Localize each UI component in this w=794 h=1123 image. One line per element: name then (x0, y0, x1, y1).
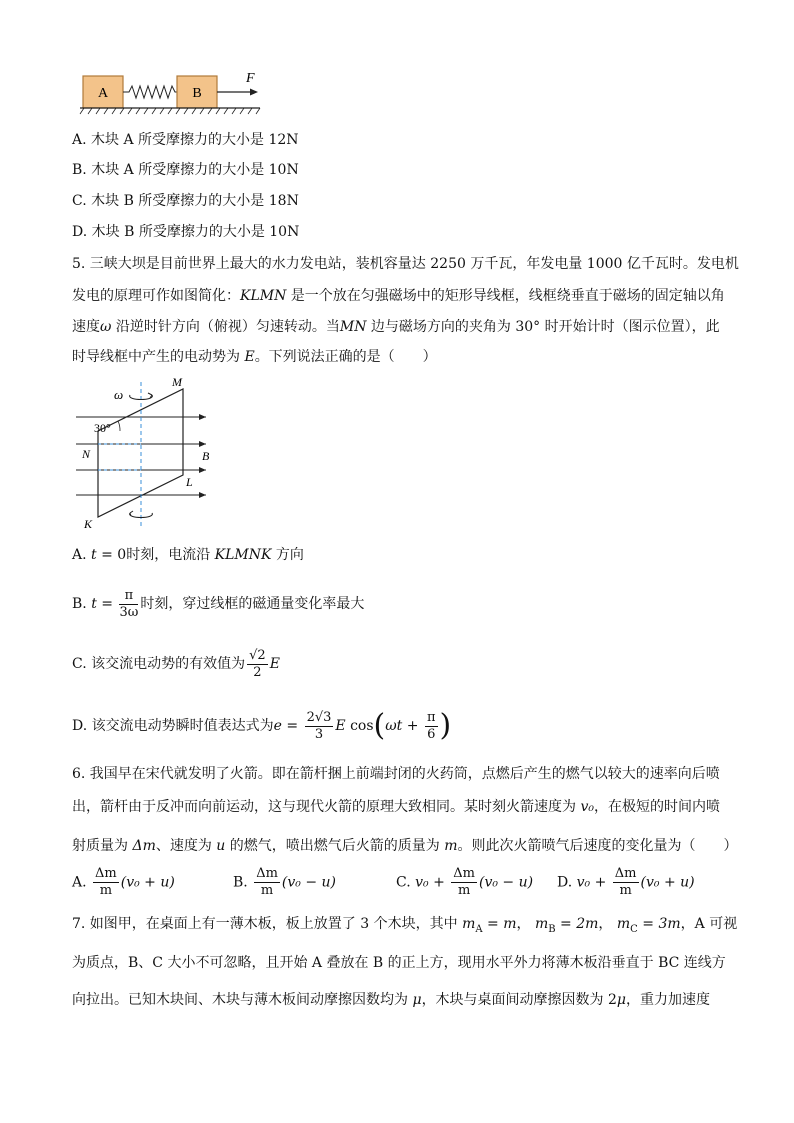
q5-option-a-path: KLMNK (214, 547, 272, 563)
q5-option-b-num: π (119, 588, 138, 605)
q7-mb-val: = 2m (555, 916, 599, 932)
q5-line-2 (72, 286, 725, 306)
q6-line-2-a: 出，箭杆由于反冲而向前运动，这与现代火箭的原理大致相同。某时刻火箭速度为 (72, 799, 581, 815)
q5-option-c (72, 646, 280, 682)
coil-figure (70, 374, 220, 532)
label-m: M (172, 375, 182, 389)
q6-option-b-fraction (254, 866, 280, 899)
q5-option-d-rparen: ) (439, 708, 452, 743)
q6-option-d-label: D. (557, 874, 573, 891)
q6-option-b (233, 866, 336, 899)
q7-line-3 (72, 990, 710, 1010)
q5-option-d-phase-num: π (426, 709, 436, 725)
q6-line-2-b: ，在极短的时间内喷 (593, 799, 720, 815)
label-b: B (202, 449, 210, 463)
q5-option-b (72, 586, 364, 622)
q5-option-d-den: 3 (314, 726, 324, 742)
q5-line-1: 5. 三峡大坝是目前世界上最大的水力发电站，装机容量达 2250 万千瓦，年发电量 1000 亿千瓦时。发电机 (72, 256, 739, 272)
q5-option-b-den: 3ω (119, 604, 139, 620)
q6-line-3-a: 射质量为 (72, 838, 133, 854)
q5-option-a-label: A. (72, 547, 92, 563)
q6-line-3 (72, 836, 738, 856)
rotation-arrow-bottom-head (130, 511, 133, 516)
q7-mu-2: μ (616, 992, 627, 1008)
label-n: N (82, 447, 91, 461)
block-b-label: B (192, 86, 202, 101)
q6-dm: Δm (132, 838, 156, 854)
q5-klmn: KLMN (240, 288, 287, 304)
q6-option-a-fraction (93, 866, 119, 899)
q6-line-3-b: 、速度为 (155, 838, 217, 854)
q4-option-d: D. 木块 B 所受摩擦力的大小是 10N (72, 224, 300, 240)
force-arrow-head (250, 89, 258, 96)
q5-mn: MN (339, 319, 367, 335)
q5-line-2-b: 是一个放在匀强磁场中的矩形导线框，线框绕垂直于磁场的固定轴以角 (286, 288, 725, 304)
q5-line-2-a: 发电的原理可作如图简化： (72, 288, 240, 304)
q5-option-b-label: B. (72, 596, 92, 612)
q6-option-c-fraction (451, 866, 477, 899)
q5-option-c-num: √2 (249, 647, 266, 663)
block-a-label: A (97, 86, 109, 101)
q6-option-b-label: B. (233, 874, 248, 891)
q7-line-1-b: ，A 可视 (680, 916, 738, 932)
q7-mc-sub: C (630, 923, 638, 935)
q5-option-d-phase-den: 6 (427, 726, 436, 742)
angle-arc (118, 421, 120, 431)
q5-option-a-t: t (91, 547, 97, 563)
label-k: K (84, 517, 93, 531)
q5-option-b-eq: = (96, 596, 118, 612)
q5-omega: ω (100, 319, 112, 335)
q6-option-c-num: Δm (453, 866, 475, 881)
q5-option-d-lparen: ( (373, 708, 386, 743)
q5-option-d (72, 708, 451, 744)
q4-option-a: A. 木块 A 所受摩擦力的大小是 12N (72, 132, 299, 148)
q6-line-1: 6. 我国早在宋代就发明了火箭。即在箭杆捆上前端封闭的火药筒，点燃后产生的燃气以较大的速率向后喷 (72, 766, 720, 782)
q6-option-c-expr: (v₀ − u) (479, 874, 534, 891)
q7-line-3-c: ，重力加速度 (626, 992, 711, 1008)
q7-mc-val: = 3m (637, 916, 681, 932)
q6-option-b-expr: (v₀ − u) (281, 874, 337, 891)
q7-mb-sub: B (548, 923, 556, 935)
q6-option-d-fraction (613, 866, 639, 899)
q7-mu: μ (412, 992, 422, 1008)
q5-option-c-e: E (269, 656, 280, 672)
q6-option-a-expr: (v₀ + u) (120, 874, 175, 891)
q6-option-d (557, 866, 695, 899)
ground-hatch (80, 108, 260, 114)
q6-line-3-d: 。则此次火箭喷气后速度的变化量为（ ） (457, 838, 738, 854)
q5-emf: E (244, 349, 255, 365)
q5-line-3-a: 速度 (72, 319, 100, 335)
q4-option-b: B. 木块 A 所受摩擦力的大小是 10N (72, 162, 299, 178)
blocks-figure (76, 66, 266, 116)
q6-option-d-expr: (v₀ + u) (640, 874, 695, 891)
q5-option-a (72, 545, 304, 565)
spring (123, 86, 177, 98)
q7-sep-2: ， (598, 916, 617, 932)
q5-option-a-end: 方向 (271, 547, 304, 563)
q6-option-c-den: m (457, 883, 471, 898)
q7-ma-sub: A (475, 923, 483, 935)
q7-line-3-b: ，木块与桌面间动摩擦因数为 2 (421, 992, 617, 1008)
q7-mb: m (534, 916, 549, 932)
q5-line-3-b: 沿逆时针方向（俯视）匀速转动。当 (111, 319, 340, 335)
q6-option-d-pre: v₀ + (576, 874, 611, 891)
q6-option-c-pre: v₀ + (415, 874, 450, 891)
q5-option-b-fraction (119, 588, 138, 621)
omega-label: ω (114, 387, 124, 402)
q5-line-3-c: 边与磁场方向的夹角为 30° 时开始计时（图示位置），此 (366, 319, 720, 335)
q5-option-d-e1: e (273, 718, 282, 734)
q7-line-1 (72, 914, 737, 940)
q5-option-d-text: D. 该交流电动势瞬时值表达式为 (72, 718, 274, 734)
q4-option-c: C. 木块 B 所受摩擦力的大小是 18N (72, 193, 299, 209)
q5-line-4-b: 。下列说法正确的是（ ） (254, 349, 437, 365)
q6-option-a-num: Δm (95, 866, 117, 881)
q7-ma: m (462, 916, 476, 932)
q5-line-3 (72, 317, 720, 337)
q7-sep-1: ， (516, 916, 535, 932)
q5-option-d-num: 2√3 (306, 709, 332, 725)
q5-option-d-fraction (305, 710, 334, 743)
q7-line-3-a: 向拉出。已知木块间、木块与薄木板间动摩擦因数均为 (72, 992, 413, 1008)
q5-option-c-den: 2 (253, 664, 262, 680)
q5-option-b-text: 时刻，穿过线框的磁通量变化率最大 (140, 596, 365, 612)
q6-option-b-den: m (260, 883, 274, 898)
q5-line-4 (72, 347, 437, 367)
q7-ma-val: = m (482, 916, 517, 932)
q5-option-b-t: t (91, 596, 97, 612)
label-l: L (186, 475, 193, 489)
q5-option-d-e2: E (335, 718, 346, 734)
q5-line-4-a: 时导线框中产生的电动势为 (72, 349, 245, 365)
q7-line-2: 为质点，B、C 大小不可忽略，且开始 A 叠放在 B 的正上方，现用水平外力将薄木板沿垂直于 BC 连线方 (72, 955, 726, 971)
q6-line-2 (72, 797, 720, 817)
q5-option-c-text: C. 该交流电动势的有效值为 (72, 656, 246, 672)
q6-u: u (216, 838, 226, 854)
q6-option-b-num: Δm (256, 866, 278, 881)
q6-option-a (72, 866, 175, 899)
force-label: F (246, 71, 255, 86)
q5-option-d-wt: ωt + (385, 718, 423, 734)
angle-label: 30° (94, 421, 111, 435)
q5-option-d-cos: cos (345, 718, 374, 734)
q6-v0: v₀ (580, 799, 594, 815)
q6-option-a-label: A. (72, 874, 87, 891)
q6-m: m (444, 838, 458, 854)
q5-option-d-eq: = (281, 718, 303, 734)
q6-option-a-den: m (99, 883, 113, 898)
q6-option-c-label: C. (396, 874, 411, 891)
q6-line-3-c: 的燃气，喷出燃气后火箭的质量为 (225, 838, 445, 854)
q7-line-1-a: 7. 如图甲，在桌面上有一薄木板，板上放置了 3 个木块，其中 (72, 916, 463, 932)
q5-option-c-fraction (247, 648, 268, 681)
q5-option-d-phase (425, 710, 438, 743)
q7-mc: m (616, 916, 631, 932)
q5-option-a-text: = 0时刻，电流沿 (96, 547, 215, 563)
q6-option-d-den: m (619, 883, 632, 898)
q6-option-d-num: Δm (614, 866, 637, 881)
q6-option-c (396, 866, 533, 899)
